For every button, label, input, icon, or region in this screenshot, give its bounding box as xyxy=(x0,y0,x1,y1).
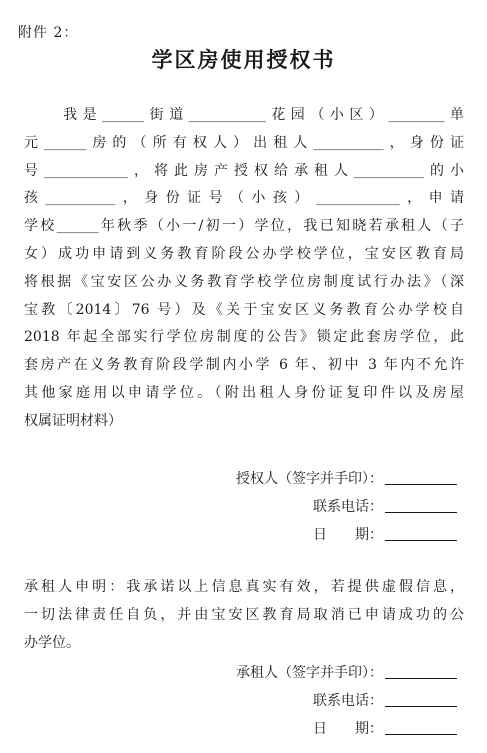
tenant-signature-block xyxy=(167,659,457,743)
tenant-signer-label: 承租人（签字并手印）： xyxy=(236,665,383,681)
tenant-date-row xyxy=(167,715,457,743)
body-line: 元______房的（所有权人）出租人__________，身份证 xyxy=(24,134,464,151)
attachment-label: 附件 2： xyxy=(18,25,79,41)
authorization-body xyxy=(24,102,464,436)
tenant-phone-field[interactable] xyxy=(385,691,457,707)
body-line: 我是______街道___________花园（小区）________单 xyxy=(24,107,464,123)
grantor-signature-block xyxy=(167,465,457,549)
grantor-signer-row xyxy=(167,465,457,493)
body-line: 套房产在义务教育阶段学制内小学 6 年、初中 3 年内不允许 xyxy=(24,357,464,374)
body-line: 将根据《宝安区公办义务教育学校学位房制度试行办法》（深 xyxy=(24,273,464,290)
grantor-phone-label: 联系电话： xyxy=(313,499,383,515)
body-line: 权属证明材料） xyxy=(24,412,122,429)
body-line: 学校______年秋季（小一/初一）学位，我已知晓若承租人（子 xyxy=(24,218,464,235)
tenant-statement xyxy=(24,574,464,657)
body-line: 号____________，将此房产授权给承租人__________的小 xyxy=(24,162,464,179)
statement-line: 办学位。 xyxy=(24,634,80,651)
grantor-signer-label: 授权人（签字并手印）： xyxy=(236,471,383,487)
tenant-date-label: 日 期： xyxy=(313,721,383,737)
grantor-date-label: 日 期： xyxy=(313,527,383,543)
body-line: 2018 年起全部实行学位房制度的公告》锁定此套房学位，此 xyxy=(24,329,464,346)
tenant-phone-row xyxy=(167,687,457,715)
statement-line: 承租人申明：我承诺以上信息真实有效，若提供虚假信息， xyxy=(24,579,464,595)
tenant-date-field[interactable] xyxy=(385,719,457,735)
body-line: 孩__________，身份证号（小孩）____________，申请 xyxy=(24,190,464,207)
grantor-date-field[interactable] xyxy=(385,525,457,541)
document-title: 学区房使用授权书 xyxy=(151,47,336,72)
grantor-date-row xyxy=(167,521,457,549)
statement-line: 一切法律责任自负，并由宝安区教育局取消已申请成功的公 xyxy=(24,606,464,623)
body-line: 女）成功申请到义务教育阶段公办学校学位，宝安区教育局 xyxy=(24,245,464,262)
grantor-phone-row xyxy=(167,493,457,521)
grantor-signer-field[interactable] xyxy=(385,469,457,485)
tenant-signer-field[interactable] xyxy=(385,663,457,679)
grantor-phone-field[interactable] xyxy=(385,497,457,513)
body-line: 其他家庭用以申请学位。（附出租人身份证复印件以及房屋 xyxy=(24,384,464,401)
body-line: 宝教〔2014〕76 号）及《关于宝安区义务教育公办学校自 xyxy=(24,301,464,318)
tenant-signer-row xyxy=(167,659,457,687)
tenant-phone-label: 联系电话： xyxy=(313,693,383,709)
